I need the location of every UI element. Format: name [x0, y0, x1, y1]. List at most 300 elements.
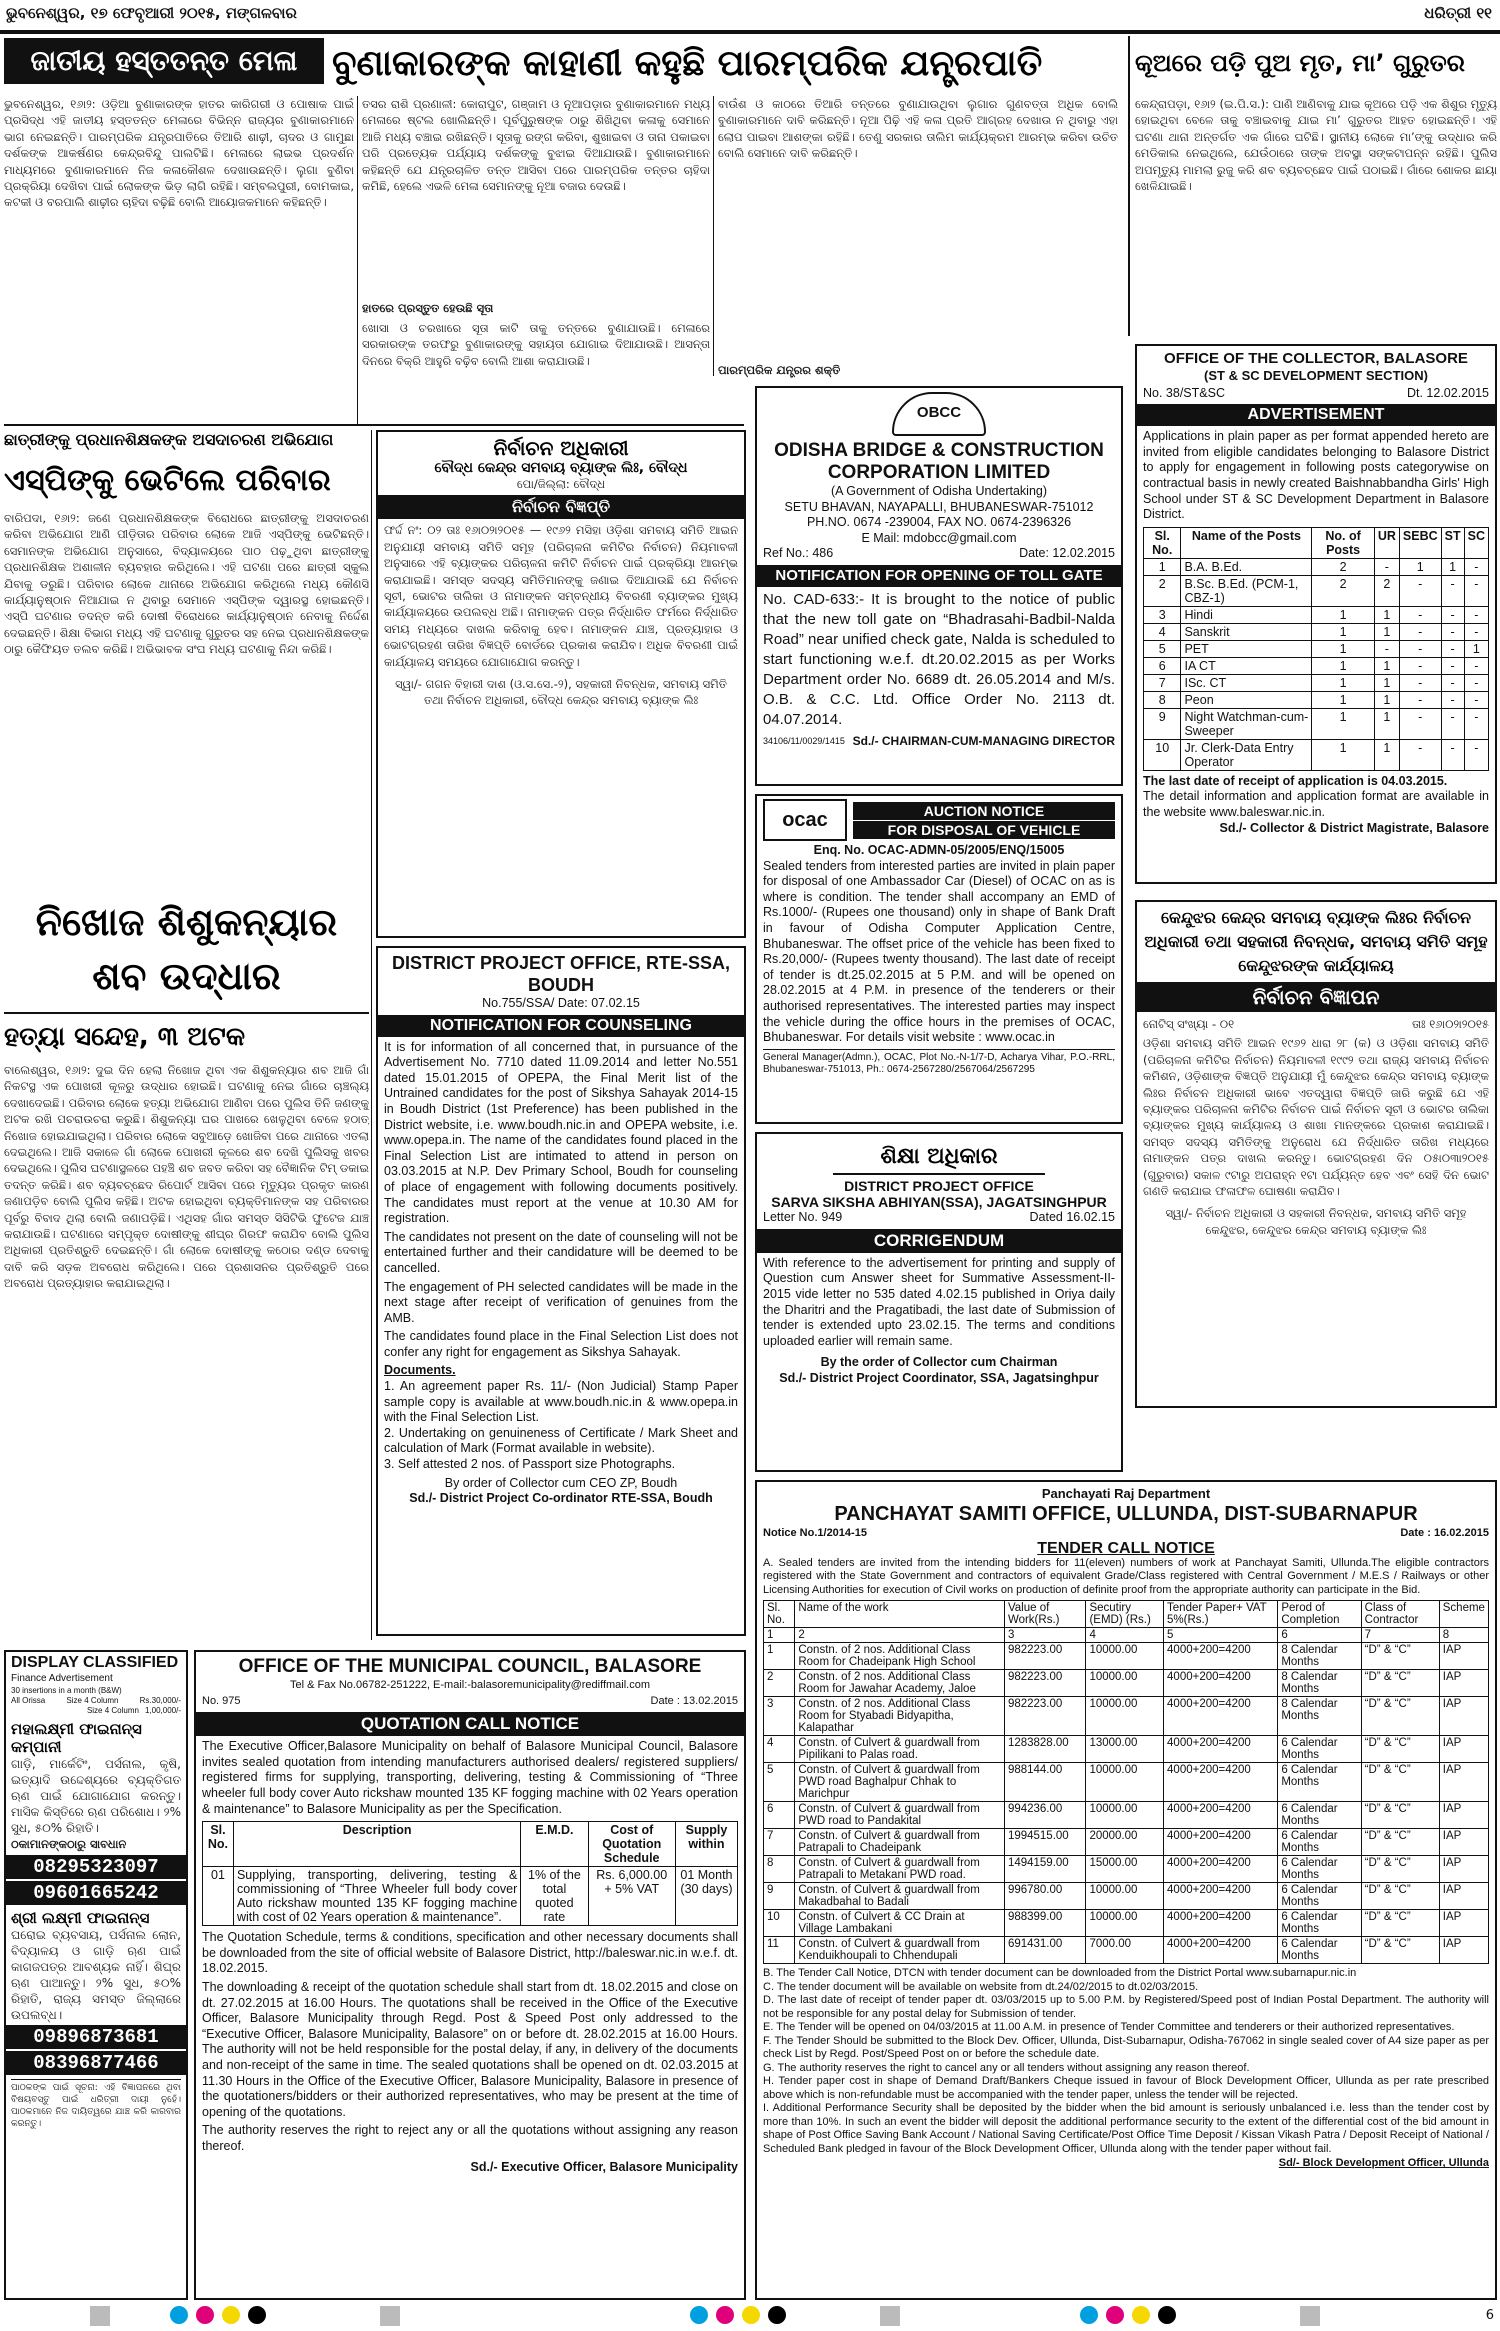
handloom-subhead: ହାତରେ ପ୍ରସ୍ତୁତ ହେଉଛି ସୂତା	[362, 301, 494, 315]
collector-table-cell: 2	[1144, 575, 1181, 606]
collector-table-cell: 1	[1464, 640, 1488, 657]
ssa-letter: Letter No. 949	[763, 1210, 843, 1225]
ullunda-table-cell: 4000+200=4200	[1164, 1856, 1278, 1883]
municipal-bar: QUOTATION CALL NOTICE	[196, 1712, 744, 1736]
ullunda-table-row	[764, 1883, 1489, 1910]
collector-table-cell: 1	[1312, 657, 1374, 674]
collector-table-row	[1144, 640, 1489, 657]
boudh-ssa-sign: Sd./- District Project Co-ordinator RTE-SSA, Boudh	[409, 1491, 713, 1506]
keonjhar-notice: ନିର୍ବାଚନ ବିଜ୍ଞାପନ	[1137, 982, 1495, 1012]
municipal-table-cell: 01	[203, 1867, 234, 1926]
collector-table-cell: -	[1399, 606, 1441, 623]
finance2-title: ଶ୍ରୀ ଲକ୍ଷ୍ମୀ ଫାଇନାନ୍ସ	[11, 1908, 150, 1927]
ocac-logo	[763, 799, 847, 841]
color-bar-3	[1080, 2306, 1200, 2326]
collector-intro: Applications in plain paper as per format appended hereto are invited from eligible candidates belonging to Balasore District to apply for engagement in following posts categorywise on contractual basis in newly created Baishnabbandha Girls' High School under ST & SC Development Department in Balasore District.	[1143, 429, 1489, 522]
boudh-ssa-d3: 3. Self attested 2 nos. of Passport size Photographs.	[384, 1457, 676, 1472]
boudh-sign: ସ୍ୱା/- ଗଗନ ବିହାରୀ ଦାଶ (ଓ.ସ.ସେ.-୨), ସହକାରୀ ନିବନ୍ଧକ, ସମବାୟ ସମିତି ତଥା ନିର୍ବାଚନ ଅଧିକାରୀ, ବୌଦ୍ଧ କେନ୍ଦ୍ର ସମବାୟ ବ୍ୟାଙ୍କ ଲିଃ	[395, 677, 727, 708]
collector-table-header: No. of Posts	[1312, 527, 1374, 558]
collector-table-cell: 1	[1399, 558, 1441, 575]
collector-table-cell: Sanskrit	[1181, 623, 1312, 640]
boudh-addr: ପୋ/ଜିଲ୍ଲା: ବୌଦ୍ଧ	[516, 477, 606, 491]
collector-table-cell: -	[1441, 640, 1464, 657]
ssa-ad	[755, 1132, 1123, 1472]
ullunda-table-col-number: 1	[764, 1628, 795, 1643]
collector-table-row	[1144, 575, 1489, 606]
ullunda-table-cell: IAP	[1439, 1883, 1488, 1910]
ullunda-table-col-number: 4	[1086, 1628, 1164, 1643]
collector-table-cell: B.A. B.Ed.	[1181, 558, 1312, 575]
finance1-phone-1: 08295323097	[6, 1855, 186, 1879]
ullunda-note: E. The Tender will be opened on 04/03/2015 at 11.00 A.M. in presence of Tender Committee and tenderers or their authorized representatives.	[763, 2021, 1455, 2034]
ullunda-note: F. The Tender Should be submitted to the Block Dev. Officer, Ullunda, Dist-Subarnapur, Odisha-767062 in single sealed cover of A4 size paper as per check List by Regd. Post/Speed Post on or before the schedule date.	[763, 2034, 1489, 2061]
collector-bar: ADVERTISEMENT	[1137, 404, 1495, 426]
ocac-logo-text: ocac	[782, 808, 828, 831]
municipal-p1: The Quotation Schedule, terms & conditions, specification and other necessary documents shall be downloaded from the site of official website of Balasore District, http://baleswar.nic.in w.e.f. dt. 18.02.2015.	[202, 1930, 738, 1976]
finance2-body: ଘରୋଇ ବ୍ୟବସାୟ, ପର୍ସନାଲ ଲୋନ, ବିଦ୍ୟାଳୟ ଓ ଗାଡ଼ି ଋଣ ପାଇଁ କାଗଜପତ୍ର ଆବଶ୍ୟକ ନାହିଁ। ଶିଘ୍ର ଋଣ ପାଆନ୍ତୁ। ୨% ସୁଧ, ୫୦% ରିହାତି, ରାଜ୍ୟ ସମସ୍ତ ଜିଲ୍ଲାରେ ଉପଲବ୍ଧ।	[11, 1927, 181, 2022]
ullunda-table-cell: Constn. of Culvert & guardwall from Patrapali to Metakani PWD road.	[795, 1856, 1005, 1883]
collector-table-cell: 2	[1312, 558, 1374, 575]
ullunda-table-cell: 4	[764, 1736, 795, 1763]
ullunda-sign: Sd/- Block Development Officer, Ullunda	[1278, 2157, 1489, 2170]
ssa-order: By the order of Collector cum Chairman	[820, 1355, 1058, 1370]
sp-headline: ଏସ୍‌ପିଙ୍କୁ ଭେଟିଲେ ପରିବାର	[4, 463, 331, 498]
ssa-title-2: SARVA SIKSHA ABHIYAN(SSA), JAGATSINGHPUR	[771, 1193, 1107, 1210]
ullunda-table-cell: “D” & “C”	[1361, 1910, 1439, 1937]
collector-table-cell: Hindi	[1181, 606, 1312, 623]
collector-table-row	[1144, 558, 1489, 575]
collector-table-cell: -	[1399, 674, 1441, 691]
ssa-bar: CORRIGENDUM	[757, 1229, 1121, 1253]
ssa-logo: ଶିକ୍ଷା ଅଧିକାର	[880, 1144, 998, 1169]
collector-table-cell: -	[1441, 691, 1464, 708]
ullunda-table-col-number: 5	[1164, 1628, 1278, 1643]
ullunda-intro: A. Sealed tenders are invited from the intending bidders for 11(eleven) numbers of work at Panchayat Samiti, Ullunda.The eligible contractors registered with the State Government and contractors of equivalent Grade/Class registered with Central Government / M.E.S / Railways or other Licensing Authorities for execution of Civil works on production of definite proof from the appropriate authority can participate in the Bid.	[763, 1556, 1489, 1596]
boudh-ssa-order: By order of Collector cum CEO ZP, Boudh	[444, 1475, 678, 1490]
ullunda-table-header: Tender Paper+ VAT 5%(Rs.)	[1164, 1601, 1278, 1628]
boudh-election-ad	[376, 430, 746, 938]
collector-table-cell: 1	[1312, 739, 1374, 770]
ssa-sign: Sd./- District Project Coordinator, SSA, Jagatsinghpur	[779, 1370, 1099, 1385]
registration-mark-3	[880, 2306, 900, 2326]
ullunda-table-cell: 10000.00	[1086, 1910, 1164, 1937]
color-swatch	[196, 2306, 214, 2324]
collector-table-header: ST	[1441, 527, 1464, 558]
ullunda-table-header: Sl. No.	[764, 1601, 795, 1628]
color-swatch	[248, 2306, 266, 2324]
classified-footer: ପାଠକଙ୍କ ପାଇଁ ସୂଚନା: ଏହି ବିଜ୍ଞାପନରେ ଥିବା ବିଷୟବସ୍ତୁ ପାଇଁ ଧରିତ୍ରୀ ଦାୟୀ ନୁହେଁ। ପାଠକମାନେ ନିଜ ଦାୟିତ୍ୱରେ ଯାଞ୍ଚ କରି କାରବାର କରନ୍ତୁ।	[11, 2079, 181, 2130]
ullunda-table-cell: 11	[764, 1937, 795, 1964]
obcc-title: ODISHA BRIDGE & CONSTRUCTION CORPORATION LIMITED	[774, 440, 1104, 483]
ullunda-table-cell: 4000+200=4200	[1164, 1670, 1278, 1697]
ssa-body: With reference to the advertisement for printing and supply of Question cum Answer sheet for Summative Assessment-II-2015 vide letter no 535 dated 4.02.15 published in Oriya daily the Dharitri and the Pragatibadi, the last date of Submission of tender is extended upto 23.02.15. The terms and conditions uploaded earlier will remain same.	[763, 1255, 1115, 1348]
collector-table-cell: 1	[1374, 606, 1399, 623]
collector-table	[1143, 527, 1489, 771]
ullunda-table-col-number: 6	[1278, 1628, 1361, 1643]
ullunda-table-cell: 6 Calendar Months	[1278, 1856, 1361, 1883]
ullunda-notice-no: Notice No.1/2014-15	[763, 1526, 867, 1539]
sp-kicker: ଛାତ୍ରୀଙ୍କୁ ପ୍ରଧାନଶିକ୍ଷକଙ୍କ ଅସଦାଚରଣ ଅଭିଯୋଗ	[4, 430, 334, 449]
collector-last-date: The last date of receipt of application is 04.03.2015.	[1143, 773, 1448, 788]
collector-detail: The detail information and application format are available in the website www.baleswar.nic.in.	[1143, 789, 1489, 819]
keonjhar-body: ଓଡ଼ିଶା ସମବାୟ ସମିତି ଆଇନ ୧୯୬୨ ଧାରା ୨୮ (କ) ଓ ଓଡ଼ିଶା ସମବାୟ ସମିତି (ପରିଚାଳନା କମିଟିର ନିର୍ବାଚନ) ନିୟମାବଳୀ ୧୯୯୨ ତଥା ରାଜ୍ୟ ସମବାୟ ନିର୍ବାଚନ କମିଶନ, ଓଡ଼ିଶାଙ୍କ ବିଜ୍ଞପ୍ତି ଅନୁଯାୟୀ ମୁଁ କେନ୍ଦୁଝର କେନ୍ଦ୍ର ସମବାୟ ବ୍ୟାଙ୍କ ଲିଃର ନିର୍ବାଚନ ଅଧିକାରୀ ଭାବେ ଏତଦ୍ୱାରା ବିଜ୍ଞପ୍ତି ଜାରି କରୁଛି ଯେ ଏହି ବ୍ୟାଙ୍କର ପରିଚାଳନା କମିଟିର ନିର୍ବାଚନ ପାଇଁ ନିର୍ବାଚନ ସୂଚୀ ଓ ଭୋଟର ତାଲିକା ବ୍ୟାଙ୍କର ମୁଖ୍ୟ କାର୍ଯ୍ୟାଳୟ ଓ ଶାଖା ମାନଙ୍କରେ ପ୍ରକାଶ କରାଯାଇଛି। ସମସ୍ତ ସଦସ୍ୟ ସମିତିଙ୍କୁ ଅନୁରୋଧ ଯେ ନିର୍ଦ୍ଧାରିତ ତାରିଖ ମଧ୍ୟରେ ନାମାଙ୍କନ ପତ୍ର ଦାଖଲ କରନ୍ତୁ। ଭୋଟଗ୍ରହଣ ଦିନ ୦୫ା୦୩ା୨୦୧୫ (ଗୁରୁବାର) ସକାଳ ୯ଟାରୁ ଅପରାହ୍ନ ୧ଟା ପର୍ଯ୍ୟନ୍ତ ହେବ ଏବଂ ସେହି ଦିନ ଭୋଟ ଗଣତି କରାଯାଇ ଫଳାଫଳ ଘୋଷଣା କରାଯିବ।	[1143, 1036, 1489, 1199]
municipal-table-header: E.M.D.	[521, 1822, 588, 1867]
masthead-date: ଭୁବନେଶ୍ୱର, ୧୭ ଫେବୃଆରୀ ୨୦୧୫, ମଙ୍ଗଳବାର	[6, 4, 297, 22]
ullunda-table-cell: IAP	[1439, 1937, 1488, 1964]
handloom-body-3: ଖୋସା ଓ ଚରଖାରେ ସୂତା କାଟି ତାକୁ ତନ୍ତରେ ବୁଣାଯାଉଛି। ମେଳାରେ ସରକାରଙ୍କ ତରଫରୁ ବୁଣାକାରଙ୍କୁ ସହାୟତା ଯୋଗାଇ ଦିଆଯାଉଛି। ଆସନ୍ତା ଦିନରେ ବିକ୍ରି ଆହୁରି ବଢ଼ିବ ବୋଲି ଆଶା କରାଯାଉଛି।	[362, 321, 710, 368]
ullunda-table-cell: 10000.00	[1086, 1670, 1164, 1697]
collector-table-cell: 1	[1374, 739, 1399, 770]
ullunda-table-cell: 1283828.00	[1004, 1736, 1086, 1763]
ullunda-table-cell: IAP	[1439, 1736, 1488, 1763]
ullunda-table-cell: “D” & “C”	[1361, 1829, 1439, 1856]
classified-rate-1b: Rs.30,000/-	[139, 1696, 181, 1706]
municipal-p2: The downloading & receipt of the quotation schedule shall start from dt. 18.02.2015 and close on dt. 27.02.2015 at 16.00 Hours. The quotations shall be received in the Office of the Executive Officer, Balasore Municipality through Regd. Post & Speed Post only addressed to the “Executive Officer, Balasore Municipality, Balasore” on or before dt. 28.02.2015 at 16.00 Hours. The authority will not be held responsible for the postal delay, if any, in delivery of the documents and non-receipt of the same in time. The sealed quotations shall be opened on dt. 02.03.2015 at 11.30 Hours in the Office of the Executive Officer, Balasore Municipality, Balasore in presence of the quotationers/bidders or their authorized representatives, who may be present at the time of opening of the quotations.	[202, 1979, 738, 2119]
ocac-body: Sealed tenders from interested parties are invited in plain paper for disposal of one Ambassador Car (Diesel) of OCAC on as is where is condition. The tender shall accompany an EMD of Rs.1000/- (Rupees one thousand) only in shape of Bank Draft in favour of Odisha Computer Application Centre, Bhubaneswar. The offset price of the vehicle has been fixed to Rs.20,000/- (Rupees twenty thousand). The last date of receipt of tender is dt.25.02.2015 at 5 P.M. and will be opened on 28.02.2015 at 4 P.M. in presence of the tenderers or their authorised representatives. The interested parties may inspect the vehicle during the office hours in the premises of OCAC, Bhubaneswar. For details visit website : www.ocac.in	[763, 858, 1115, 1045]
ocac-enq: Enq. No. OCAC-ADMN-05/2005/ENQ/15005	[813, 843, 1065, 857]
ocac-ad	[755, 794, 1123, 1124]
ullunda-table-cell: 6	[764, 1802, 795, 1829]
collector-table-cell: Jr. Clerk-Data Entry Operator	[1181, 739, 1312, 770]
ullunda-title: PANCHAYAT SAMITI OFFICE, ULLUNDA, DIST-SUBARNAPUR	[834, 1502, 1418, 1525]
ullunda-table	[763, 1600, 1489, 1964]
municipal-contact: Tel & Fax No.06782-251222, E-mail:-balasoremunicipality@rediffmail.com	[289, 1679, 651, 1691]
collector-table-cell: 7	[1144, 674, 1181, 691]
collector-table-cell: 1	[1312, 691, 1374, 708]
ullunda-note: B. The Tender Call Notice, DTCN with tender document can be downloaded from the District Portal www.subarnapur.nic.in	[763, 1967, 1357, 1980]
ullunda-note: C. The tender document will be available on website from dt.24/02/2015 to dt.02/03/2015.	[763, 1980, 1199, 1993]
ullunda-table-cell: “D” & “C”	[1361, 1856, 1439, 1883]
obcc-ad	[755, 386, 1123, 786]
municipal-table-header: Sl. No.	[203, 1822, 234, 1867]
color-swatch	[742, 2306, 760, 2324]
ullunda-table-cell: 6 Calendar Months	[1278, 1763, 1361, 1802]
ullunda-table-cell: 8	[764, 1856, 795, 1883]
collector-table-cell: Peon	[1181, 691, 1312, 708]
ullunda-table-cell: 8 Calendar Months	[1278, 1643, 1361, 1670]
boudh-ssa-p1: It is for information of all concerned that, in pursuance of the Advertisement No. 7710 dated 11.09.2014 and letter No.551 dated 15.01.2015 of OPEPA, the Final Merit list of the Untrained candidates for the post of Sikshya Sahayak 2014-15 in Boudh District (1st Preference) has been published in the District website, i.e. www.boudh.nic.in and OPEPA website, i.e. www.opepa.in. The name of the candidates found placed in the Final Selection List are intimated to attend in person on 03.03.2015 at N.P. Dev Primary School, Boudh for counseling of place of engagement with following documents positively. The candidates must report at the venue at 10.30 AM for registration.	[384, 1039, 738, 1226]
color-swatch	[768, 2306, 786, 2324]
collector-table-cell: IA CT	[1181, 657, 1312, 674]
municipal-date: Date : 13.02.2015	[650, 1694, 738, 1707]
municipal-table-cell: Rs. 6,000.00 + 5% VAT	[588, 1867, 675, 1926]
collector-table-cell: -	[1399, 575, 1441, 606]
collector-table-cell: 1	[1374, 708, 1399, 739]
collector-table-header: UR	[1374, 527, 1399, 558]
ullunda-table-cell: 10000.00	[1086, 1802, 1164, 1829]
collector-table-cell: -	[1464, 623, 1488, 640]
classified-rate-2b: 1,00,000/-	[144, 1706, 181, 1716]
boudh-ssa-p2: The candidates not present on the date of counseling will not be entertained further and their candidature will be deemed to be cancelled.	[384, 1229, 738, 1275]
ullunda-table-row	[764, 1829, 1489, 1856]
obcc-body: No. CAD-633:- It is brought to the notice of public that the new toll gate on “Bhadrasahi-Badbil-Nalda Road” near unified check gate, Nalda is scheduled to start functioning w.e.f. dt.20.02.2015 as per Works Department order No. 6689 dt. 26.05.2014 and M/s. O.B. & C.C. Ltd. Office Order No. 2113 dt. 04.07.2014.	[763, 590, 1115, 728]
municipal-table-header: Cost of Quotation Schedule	[588, 1822, 675, 1867]
masthead-paper: ଧରିତ୍ରୀ ୧୧	[1424, 4, 1492, 22]
boudh-ssa-d2: 2. Undertaking on genuineness of Certificate / Mark Sheet and calculation of Mark (Format available in website).	[384, 1425, 738, 1456]
ullunda-table-cell: “D” & “C”	[1361, 1883, 1439, 1910]
ullunda-table-cell: 4000+200=4200	[1164, 1937, 1278, 1964]
collector-table-cell: 1	[1312, 708, 1374, 739]
collector-table-cell: -	[1441, 606, 1464, 623]
collector-ad	[1135, 344, 1497, 884]
obcc-phone: PH.NO. 0674 -239004, FAX NO. 0674-2396326	[806, 515, 1072, 530]
collector-table-cell: 1	[1312, 674, 1374, 691]
ullunda-note: G. The authority reserves the right to cancel any or all tenders without assigning any reason thereof.	[763, 2061, 1250, 2074]
ullunda-table-header: Class of Contractor	[1361, 1601, 1439, 1628]
obcc-sign: Sd./- CHAIRMAN-CUM-MANAGING DIRECTOR	[852, 733, 1115, 748]
ullunda-table-cell: Constn. of 2 nos. Additional Class Room for Jawahar Academy, Jaloe	[795, 1670, 1005, 1697]
ullunda-table-cell: 13000.00	[1086, 1736, 1164, 1763]
ullunda-table-cell: IAP	[1439, 1910, 1488, 1937]
classified-rates-title: 30 insertions in a month (B&W)	[11, 1686, 122, 1696]
collector-table-cell: ISc. CT	[1181, 674, 1312, 691]
registration-mark-1	[90, 2306, 110, 2326]
ullunda-table-cell: Constn. of Culvert & guardwall from Makadbahal to Badali	[795, 1883, 1005, 1910]
ullunda-table-cell: 4000+200=4200	[1164, 1910, 1278, 1937]
ullunda-table-cell: 4000+200=4200	[1164, 1643, 1278, 1670]
collector-table-cell: -	[1464, 606, 1488, 623]
collector-table-cell: 1	[1312, 606, 1374, 623]
ullunda-table-cell: 10	[764, 1910, 795, 1937]
collector-table-cell: -	[1399, 640, 1441, 657]
municipal-p3: The authority reserves the right to reject any or all the quotations without assigning any reason thereof.	[202, 2123, 738, 2153]
ullunda-table-cell: 10000.00	[1086, 1883, 1164, 1910]
ullunda-table-cell: 5	[764, 1763, 795, 1802]
collector-table-cell: 1	[1374, 691, 1399, 708]
color-swatch	[690, 2306, 708, 2324]
ullunda-table-col-number: 8	[1439, 1628, 1488, 1643]
ullunda-table-cell: IAP	[1439, 1763, 1488, 1802]
collector-table-cell: -	[1374, 558, 1399, 575]
ullunda-notes	[763, 1967, 1489, 2156]
ullunda-bar: TENDER CALL NOTICE	[1037, 1540, 1215, 1558]
municipal-sign: Sd./- Executive Officer, Balasore Municipality	[470, 2160, 738, 2175]
boudh-ssa-no: No.755/SSA/ Date: 07.02.15	[482, 996, 640, 1010]
classified-title: DISPLAY CLASSIFIED	[11, 1654, 179, 1671]
ullunda-table-cell: 982223.00	[1004, 1670, 1086, 1697]
collector-table-cell: 1	[1374, 657, 1399, 674]
ullunda-table-cell: 6 Calendar Months	[1278, 1910, 1361, 1937]
ullunda-table-cell: “D” & “C”	[1361, 1802, 1439, 1829]
ullunda-table-cell: 10000.00	[1086, 1763, 1164, 1802]
collector-table-cell: 1	[1312, 640, 1374, 657]
ullunda-table-cell: 996780.00	[1004, 1883, 1086, 1910]
ocac-bar-1: AUCTION NOTICE	[853, 802, 1115, 820]
ullunda-table-cell: Constn. of Culvert & guardwall from PWD road to Pandakital	[795, 1802, 1005, 1829]
collector-table-cell: -	[1464, 691, 1488, 708]
ullunda-table-row	[764, 1643, 1489, 1670]
ullunda-table-cell: 1994515.00	[1004, 1829, 1086, 1856]
color-bar-2	[690, 2306, 810, 2326]
well-body: କେନ୍ଦ୍ରାପଡ଼ା, ୧୬ା୨ (ଇ.ପି.ସ.): ପାଣି ଆଣିବାକୁ ଯାଇ କୂଅରେ ପଡ଼ି ଏକ ଶିଶୁର ମୃତ୍ୟୁ ହୋଇଥିବା ବେଳେ ତାକୁ ବଞ୍ଚାଇବାକୁ ଯାଇ ମା’ ଗୁରୁତର ଆହତ ହୋଇଛନ୍ତି। ଏହି ଘଟଣା ଥାନା ଅନ୍ତର୍ଗତ ଏକ ଗାଁରେ ଘଟିଛି। ସ୍ଥାନୀୟ ଲୋକେ ମା’ଙ୍କୁ ଉଦ୍ଧାର କରି ମେଡିକାଲ ନେଇଥିଲେ, ଯେଉଁଠାରେ ତାଙ୍କ ଅବସ୍ଥା ସଙ୍କଟାପନ୍ନ ରହିଛି। ପୁଲିସ ଅପମୃତ୍ୟୁ ମାମଲା ରୁଜୁ କରି ଶବ ବ୍ୟବଚ୍ଛେଦ ପାଇଁ ପଠାଇଛି। ଗାଁରେ ଶୋକର ଛାୟା ଖେଳିଯାଇଛି।	[1135, 97, 1497, 194]
obcc-sub: (A Government of Odisha Undertaking)	[830, 484, 1048, 498]
ullunda-table-cell: IAP	[1439, 1643, 1488, 1670]
collector-table-cell: 4	[1144, 623, 1181, 640]
boudh-body: ଫର୍ଦ୍ଦ ନଂ: ୦୨ ତାଃ ୧୬ା୦୨ା୨୦୧୫ — ୧୯୬୨ ମସିହା ଓଡ଼ିଶା ସମବାୟ ସମିତି ଆଇନ ଅନୁଯାୟୀ ସମବାୟ ସମିତି ସମୂହ (ପରିଚାଳନା କମିଟିର ନିର୍ବାଚନ) ନିୟମାବଳୀ ଅନୁସାରେ ଏହି ବ୍ୟାଙ୍କର ପରିଚାଳନା କମିଟି ନିର୍ବାଚନ ପାଇଁ ପ୍ରକ୍ରିୟା ଆରମ୍ଭ କରାଯାଇଛି। ସମସ୍ତ ସଦସ୍ୟ ସମିତିମାନଙ୍କୁ ଜଣାଇ ଦିଆଯାଉଛି ଯେ ନିର୍ବାଚନ ସୂଚୀ, ଭୋଟର ତାଲିକା ଓ ନାମାଙ୍କନ ସମ୍ବନ୍ଧୀୟ ବିବରଣୀ ବ୍ୟାଙ୍କର ମୁଖ୍ୟ କାର୍ଯ୍ୟାଳୟରେ ଉପଲବ୍ଧ ଅଛି। ନାମାଙ୍କନ ପତ୍ର ନିର୍ଦ୍ଧାରିତ ଫର୍ମରେ ନିର୍ଦ୍ଧାରିତ ସମୟ ମଧ୍ୟରେ ଦାଖଲ କରିବାକୁ ହେବ। ନାମାଙ୍କନ ଯାଞ୍ଚ, ପ୍ରତ୍ୟାହାର ଓ ଭୋଟଗ୍ରହଣ ତାରିଖ ବିଜ୍ଞପ୍ତି ବୋର୍ଡରେ ପ୍ରକାଶ କରାଯିବ। ଅଧିକ ବିବରଣୀ ପାଇଁ କାର୍ଯ୍ୟାଳୟ ସମୟରେ ଯୋଗାଯୋଗ କରନ୍ତୁ।	[384, 523, 738, 669]
ullunda-table-cell: 6 Calendar Months	[1278, 1883, 1361, 1910]
ullunda-ad	[755, 1480, 1497, 2300]
ullunda-table-cell: “D” & “C”	[1361, 1736, 1439, 1763]
collector-table-row	[1144, 606, 1489, 623]
sp-body: ବାରିପଦା, ୧୬ା୨: ଜଣେ ପ୍ରଧାନଶିକ୍ଷକଙ୍କ ବିରୋଧରେ ଛାତ୍ରୀଙ୍କୁ ଅସଦାଚରଣ କରିବା ଅଭିଯୋଗ ଆଣି ପୀଡ଼ିତାର ପରିବାର ଲୋକେ ଆଜି ଏସ୍‌ପିଙ୍କୁ ଭେଟିଛନ୍ତି। ସେମାନଙ୍କ ଅଭିଯୋଗ ଅନୁସାରେ, ବିଦ୍ୟାଳୟରେ ପାଠ ପଢ଼ୁଥିବା ଛାତ୍ରୀଙ୍କୁ ପ୍ରଧାନଶିକ୍ଷକ ଅଶାଳୀନ ବ୍ୟବହାର କରିଥିଲେ। ଏହି ଘଟଣା ପରେ ଛାତ୍ରୀ ସ୍କୁଲ ଯିବାକୁ ଡରୁଛି। ପରିବାର ଲୋକେ ଥାନାରେ ଅଭିଯୋଗ କରିଥିଲେ ମଧ୍ୟ କୌଣସି କାର୍ଯ୍ୟାନୁଷ୍ଠାନ ନିଆଯାଇ ନ ଥିବାରୁ ସେମାନେ ଏସ୍‌ପିଙ୍କ ଦ୍ୱାରସ୍ଥ ହୋଇଛନ୍ତି। ଏସ୍‌ପି ଘଟଣାର ତଦନ୍ତ କରି ଦୋଷୀ ବିରୋଧରେ କାର୍ଯ୍ୟାନୁଷ୍ଠାନ ନେବାକୁ ନିର୍ଦ୍ଦେଶ ଦେଇଛନ୍ତି। ଶିକ୍ଷା ବିଭାଗ ମଧ୍ୟ ଏହି ଘଟଣାକୁ ଗୁରୁତର ସହ ନେଇ ପ୍ରଧାନଶିକ୍ଷକଙ୍କ ଠାରୁ କୈଫିୟତ ତଲବ କରିଛି। ଅଭିଭାବକ ସଂଘ ମଧ୍ୟ ଘଟଣାକୁ ନିନ୍ଦା କରିଛି।	[4, 511, 369, 657]
collector-table-cell: 1	[1374, 623, 1399, 640]
collector-table-cell: -	[1374, 640, 1399, 657]
collector-table-cell: 10	[1144, 739, 1181, 770]
ullunda-table-cell: “D” & “C”	[1361, 1670, 1439, 1697]
ssa-title-1: DISTRICT PROJECT OFFICE	[844, 1178, 1034, 1194]
ullunda-table-cell: “D” & “C”	[1361, 1937, 1439, 1964]
collector-table-row	[1144, 623, 1489, 640]
boudh-ssa-ad	[376, 946, 746, 1636]
ullunda-date: Date : 16.02.2015	[1400, 1526, 1489, 1539]
ullunda-table-cell: 4000+200=4200	[1164, 1763, 1278, 1802]
classified-rate-2: Size 4 Column	[86, 1706, 139, 1716]
collector-table-cell: 2	[1374, 575, 1399, 606]
collector-table-row	[1144, 657, 1489, 674]
collector-table-cell: -	[1464, 674, 1488, 691]
obcc-logo-text: OBCC	[916, 404, 962, 421]
municipal-table	[202, 1821, 738, 1926]
collector-table-header: Sl. No.	[1144, 527, 1181, 558]
collector-table-header: SC	[1464, 527, 1488, 558]
collector-table-cell: -	[1441, 623, 1464, 640]
ullunda-table-row	[764, 1910, 1489, 1937]
ullunda-table-cell: 10000.00	[1086, 1643, 1164, 1670]
ocac-footer: General Manager(Admn.), OCAC, Plot No.-N-1/7-D, Acharya Vihar, P.O.-RRL, Bhubaneswar-751013, Ph.: 0674-2567280/2567064/2567295	[763, 1049, 1115, 1076]
collector-table-cell: 1	[1441, 558, 1464, 575]
collector-table-cell: -	[1464, 558, 1488, 575]
collector-no: No. 38/ST&SC	[1143, 385, 1225, 400]
ullunda-table-cell: 6 Calendar Months	[1278, 1937, 1361, 1964]
ullunda-table-cell: Constn. of Culvert & CC Drain at Village Lambakani	[795, 1910, 1005, 1937]
ullunda-table-header: Name of the work	[795, 1601, 1005, 1628]
collector-table-cell: PET	[1181, 640, 1312, 657]
collector-table-row	[1144, 691, 1489, 708]
collector-table-cell: 3	[1144, 606, 1181, 623]
ullunda-table-cell: IAP	[1439, 1670, 1488, 1697]
finance1-body: ଗାଡ଼ି, ମାର୍କେଟିଂ, ପର୍ସନାଲ, କୃଷି, ଇତ୍ୟାଦି ଉଦ୍ଦେଶ୍ୟରେ ବ୍ୟକ୍ତିଗତ ଋଣ ପାଇଁ ଯୋଗାଯୋଗ କରନ୍ତୁ। ମାସିକ କିସ୍ତିରେ ଋଣ ପରିଶୋଧ। ୨% ସୁଧ, ୫୦% ରିହାତି।	[11, 1757, 181, 1836]
collector-table-header: SEBC	[1399, 527, 1441, 558]
ullunda-table-cell: 994236.00	[1004, 1802, 1086, 1829]
ullunda-table-cell: Constn. of 2 nos. Additional Class Room for Styabadi Bidyapitha, Kalapathar	[795, 1697, 1005, 1736]
collector-table-cell: -	[1464, 575, 1488, 606]
boudh-ssa-p4: The candidates found place in the Final Selection List does not confer any right for engagement as Sikshya Sahayak.	[384, 1329, 738, 1359]
page-number: 6	[1485, 2308, 1494, 2323]
ullunda-table-cell: 10000.00	[1086, 1697, 1164, 1736]
keonjhar-ad	[1135, 900, 1497, 1408]
ullunda-table-cell: 4000+200=4200	[1164, 1829, 1278, 1856]
ullunda-table-cell: “D” & “C”	[1361, 1643, 1439, 1670]
registration-mark-2	[380, 2306, 400, 2326]
ullunda-table-cell: 8 Calendar Months	[1278, 1670, 1361, 1697]
ullunda-table-cell: 7	[764, 1829, 795, 1856]
classified-sub: Finance Advertisement	[11, 1672, 113, 1684]
ullunda-table-cell: 1	[764, 1643, 795, 1670]
collector-table-cell: -	[1399, 691, 1441, 708]
collector-table-cell: 2	[1312, 575, 1374, 606]
collector-table-cell: 9	[1144, 708, 1181, 739]
collector-table-cell: Night Watchman-cum-Sweeper	[1181, 708, 1312, 739]
ullunda-table-cell: 1494159.00	[1004, 1856, 1086, 1883]
ullunda-table-cell: 2	[764, 1670, 795, 1697]
girl-kicker: ହତ୍ୟା ସନ୍ଦେହ, ୩ ଅଟକ	[4, 1022, 246, 1052]
collector-sign: Sd./- Collector & District Magistrate, Balasore	[1219, 820, 1489, 835]
color-swatch	[716, 2306, 734, 2324]
color-swatch	[1080, 2306, 1098, 2324]
ullunda-table-cell: 15000.00	[1086, 1856, 1164, 1883]
ullunda-table-header: Perod of Completion	[1278, 1601, 1361, 1628]
collector-table-cell: 1	[1144, 558, 1181, 575]
girl-body: ବାଲେଶ୍ୱର, ୧୬ା୨: ଦୁଇ ଦିନ ହେଲା ନିଖୋଜ ଥିବା ଏକ ଶିଶୁକନ୍ୟାର ଶବ ଆଜି ଗାଁ ନିକଟସ୍ଥ ଏକ ପୋଖରୀ କୂଳରୁ ଉଦ୍ଧାର ହୋଇଛି। ଘଟଣାକୁ ନେଇ ଗାଁରେ ଚାଞ୍ଚଲ୍ୟ ଦେଖାଦେଇଛି। ପରିବାର ଲୋକେ ହତ୍ୟା ଅଭିଯୋଗ ଆଣିବା ପରେ ପୁଲିସ ତିନି ଜଣଙ୍କୁ ଅଟକ ରଖି ପଚରାଉଚରା କରୁଛି। ଶିଶୁକନ୍ୟା ଘର ପାଖରେ ଖେଳୁଥିବା ବେଳେ ହଠାତ୍ ନିଖୋଜ ହୋଇଯାଇଥିଲା। ପରିବାର ଲୋକେ ସବୁଆଡ଼େ ଖୋଜିବା ପରେ ଥାନାରେ ଏତଲା ଦେଇଥିଲେ। ଆଜି ସକାଳେ ଗାଁ ଲୋକେ ପୋଖରୀ କୂଳରେ ଶବ ଦେଖି ପୁଲିସକୁ ଖବର ଦେଇଥିଲେ। ପୁଲିସ ଘଟଣାସ୍ଥଳରେ ପହଞ୍ଚି ଶବ ଜବତ କରିବା ସହ ବୈଜ୍ଞାନିକ ଟିମ୍ ଡକାଇ ତଦନ୍ତ କରିଛି। ଶବ ବ୍ୟବଚ୍ଛେଦ ରିପୋର୍ଟ ଆସିବା ପରେ ମୃତ୍ୟୁର ପ୍ରକୃତ କାରଣ ଜଣାପଡ଼ିବ ବୋଲି ପୁଲିସ କହିଛି। ଅଟକ ହୋଇଥିବା ବ୍ୟକ୍ତିମାନଙ୍କ ସହ ପରିବାରର ପୂର୍ବରୁ ବିବାଦ ଥିଲା ବୋଲି ଜଣାପଡ଼ିଛି। ଏଥିସହ ଗାଁର ସମସ୍ତ ସିସିଟିଭି ଫୁଟେଜ ଯାଞ୍ଚ କରାଯାଉଛି। ଘଟଣାରେ ସମ୍ପୃକ୍ତ ଦୋଷୀଙ୍କୁ ଶୀଘ୍ର ଗିରଫ କରାଯିବ ବୋଲି ପୁଲିସ ଅଧିକାରୀ ପ୍ରତିଶ୍ରୁତି ଦେଇଛନ୍ତି। ଗାଁ ଲୋକେ ଦୋଷୀଙ୍କୁ କଠୋର ଦଣ୍ଡ ଦେବାକୁ ଦାବି କରି ସଡ଼କ ଅବରୋଧ କରିଥିଲେ। ପରେ ପ୍ରଶାସନର ପ୍ରତିଶ୍ରୁତି ପରେ ଅବରୋଧ ପ୍ରତ୍ୟାହାର କରାଯାଇଥିଲା।	[4, 1063, 369, 1291]
boudh-ssa-docs: Documents.	[384, 1363, 456, 1378]
color-swatch	[170, 2306, 188, 2324]
collector-table-cell: 1	[1312, 623, 1374, 640]
ullunda-table-cell: IAP	[1439, 1697, 1488, 1736]
finance2-phone-1: 09896873681	[6, 2025, 186, 2049]
color-swatch	[1106, 2306, 1124, 2324]
municipal-table-cell: Supplying, transporting, delivering, testing & commissioning of “Three Wheeler full body cover Auto rickshaw mounted 135 KF fogging machine with cost of 02 Years operation & maintenance”.	[233, 1867, 520, 1926]
ullunda-table-header: Value of Work(Rs.)	[1004, 1601, 1086, 1628]
ullunda-table-cell: 3	[764, 1697, 795, 1736]
collector-table-cell: -	[1399, 657, 1441, 674]
ullunda-table-cell: 6 Calendar Months	[1278, 1736, 1361, 1763]
municipal-table-header: Supply within	[675, 1822, 737, 1867]
obcc-logo	[892, 392, 986, 436]
ullunda-table-cell: 8 Calendar Months	[1278, 1697, 1361, 1736]
collector-table-cell: -	[1399, 708, 1441, 739]
ullunda-table-cell: 7000.00	[1086, 1937, 1164, 1964]
keonjhar-title: କେନ୍ଦୁଝର କେନ୍ଦ୍ର ସମବାୟ ବ୍ୟାଙ୍କ ଲିଃର ନିର୍ବାଚନ ଅଧିକାରୀ ତଥା ସହକାରୀ ନିବନ୍ଧକ, ସମବାୟ ସମିତି ସମୂହ କେନ୍ଦୁଝରଙ୍କ କାର୍ଯ୍ୟାଳୟ	[1144, 908, 1488, 975]
municipal-table-cell: 01 Month (30 days)	[675, 1867, 737, 1926]
ullunda-table-cell: IAP	[1439, 1856, 1488, 1883]
boudh-ssa-d1: 1. An agreement paper Rs. 11/- (Non Judicial) Stamp Paper sample copy is available at www.boudh.nic.in & www.opepa.in with the Final Selection List.	[384, 1379, 738, 1425]
municipal-ad	[194, 1650, 746, 2300]
keonjhar-sign: ସ୍ୱା/- ନିର୍ବାଚନ ଅଧିକାରୀ ଓ ସହକାରୀ ନିବନ୍ଧକ, ସମବାୟ ସମିତି ସମୂହ କେନ୍ଦୁଝର, କେନ୍ଦୁଝର କେନ୍ଦ୍ର ସମବାୟ ବ୍ୟାଙ୍କ ଲିଃ	[1165, 1206, 1467, 1237]
ullunda-table-cell: “D” & “C”	[1361, 1697, 1439, 1736]
collector-table-header: Name of the Posts	[1181, 527, 1312, 558]
ullunda-note: H. Tender paper cost in shape of Demand Draft/Bankers Cheque issued in favour of Block Development Officer, Ullunda as per rate prescribed above which is non-refundable must be accompanied with the tender paper, unless the tender will be rejected.	[763, 2075, 1489, 2101]
handloom-body-1: ଭୁବନେଶ୍ୱର, ୧୬ା୨: ଓଡ଼ିଆ ବୁଣାକାରଙ୍କ ହାତର କାରିଗରୀ ଓ ପୋଷାକ ପାଇଁ ପ୍ରସିଦ୍ଧ ଏହି ଜାତୀୟ ହସ୍ତତନ୍ତ ମେଳାରେ ବିଭିନ୍ନ ରାଜ୍ୟର ବୁଣାକାରମାନେ ଭାଗ ନେଇଛନ୍ତି। ପାରମ୍ପରିକ ଯନ୍ତ୍ରପାତିରେ ତିଆରି ଶାଢ଼ୀ, ଚାଦର ଓ ଗାମୁଛା ଦର୍ଶକଙ୍କ ଆକର୍ଷଣର କେନ୍ଦ୍ରବିନ୍ଦୁ ପାଲଟିଛି। ମେଳାରେ ଲାଇଭ ପ୍ରଦର୍ଶନ ମାଧ୍ୟମରେ ବୁଣାକାରମାନେ ନିଜ କଳାକୌଶଳ ଦେଖାଉଛନ୍ତି। ଲୁଗା ବୁଣିବା ପ୍ରକ୍ରିୟା ଦେଖିବା ପାଇଁ ଲୋକଙ୍କ ଭିଡ଼ ଲାଗି ରହିଛି। ସମ୍ବଲପୁରୀ, ବୋମକାଇ, କଟକୀ ଓ ବରପାଲି ଶାଢ଼ୀର ଚାହିଦା ବଢ଼ିଛି ବୋଲି ଆୟୋଜକମାନେ କହିଛନ୍ତି।	[4, 97, 354, 210]
collector-table-cell: -	[1441, 575, 1464, 606]
municipal-table-header: Description	[233, 1822, 520, 1867]
ullunda-table-row	[764, 1736, 1489, 1763]
girl-headline: ନିଖୋଜ ଶିଶୁକନ୍ୟାର ଶବ ଉଦ୍ଧାର	[35, 900, 338, 998]
collector-table-cell: -	[1441, 739, 1464, 770]
collector-table-cell: -	[1464, 739, 1488, 770]
finance1-tag: ଠକାମାନଙ୍କଠାରୁ ସାବଧାନ	[11, 1837, 127, 1852]
ullunda-table-cell: 6 Calendar Months	[1278, 1802, 1361, 1829]
color-swatch	[1158, 2306, 1176, 2324]
obcc-code: 34106/11/0029/1415	[763, 735, 845, 746]
ullunda-table-row	[764, 1697, 1489, 1736]
color-bar-1	[170, 2306, 290, 2326]
boudh-title: ନିର୍ବାଚନ ଅଧିକାରୀ	[493, 436, 629, 460]
municipal-table-cell: 1% of the total quoted rate	[521, 1867, 588, 1926]
collector-table-cell: -	[1399, 623, 1441, 640]
collector-table-cell: -	[1464, 657, 1488, 674]
collector-table-row	[1144, 708, 1489, 739]
ullunda-table-cell: 691431.00	[1004, 1937, 1086, 1964]
collector-table-cell: 5	[1144, 640, 1181, 657]
collector-table-cell: 8	[1144, 691, 1181, 708]
classified-rate-label: All Orissa	[11, 1696, 46, 1706]
finance1-title: ମହାଲକ୍ଷ୍ମୀ ଫାଇନାନ୍ସ କମ୍ପାନୀ	[11, 1720, 142, 1757]
collector-table-cell: -	[1464, 708, 1488, 739]
ullunda-table-cell: 4000+200=4200	[1164, 1736, 1278, 1763]
collector-table-row	[1144, 674, 1489, 691]
boudh-ssa-p3: The engagement of PH selected candidates will be made in the next stage after receipt of verification of genuines from the AMB.	[384, 1279, 738, 1325]
collector-table-cell: -	[1441, 708, 1464, 739]
